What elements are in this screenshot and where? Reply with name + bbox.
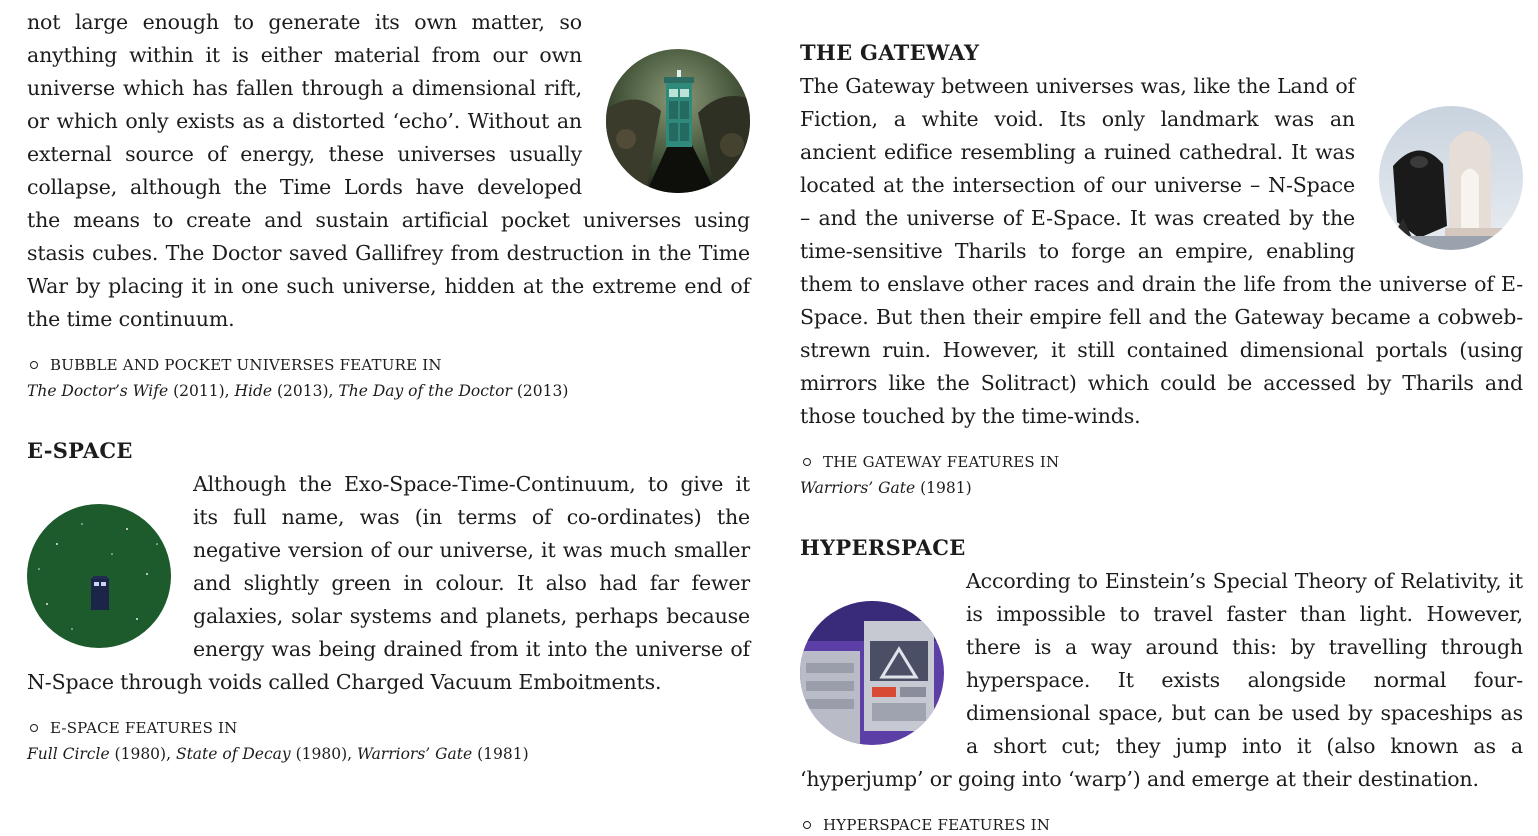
left-column: [27, 0, 750, 766]
bullet-circle-icon: [30, 361, 38, 369]
right-column: [800, 38, 1523, 836]
intro-section: [27, 0, 750, 336]
gateway-arch-icon: [1379, 106, 1523, 250]
bubble-features-box: [27, 354, 750, 403]
espace-section: [27, 436, 750, 699]
episode-title: The Day of the Doctor: [338, 382, 512, 400]
hyperspace-features-box: [800, 814, 1523, 836]
episode-title: The Doctor’s Wife: [27, 382, 169, 400]
episode-year: (2013): [511, 382, 569, 400]
tardis-rocky-ground-icon: [606, 49, 750, 193]
episode-title: Warriors’ Gate: [800, 479, 916, 497]
espace-paragraph: Although the Exo-Space-Time-Continuum, to give it its full name, was (in terms of co-ordinates) the negative version of our universe, it was much smaller and slightly green in colour. It also had far fewer galaxies, solar systems and planets, perhaps because energy was being drained from it into the universe of N-Space through voids called Charged Vacuum Emboitments.: [27, 472, 750, 694]
hyperspace-features-heading: HYPERSPACE FEATURES IN: [800, 814, 1523, 836]
episode-year: (1981): [472, 745, 529, 763]
espace-features-heading: E-SPACE FEATURES IN: [27, 717, 750, 739]
hyperspace-paragraph: According to Einstein’s Special Theory of Relativity, it is impossible to travel faster than light. However, there is a way around this: by travelling through hyperspace. It exists alongside normal four-dimensional space, but can be used by spaceships as a short cut; they jump into it (also known as a ‘hyperjump’ or going into ‘warp’) and emerge at their destination.: [800, 569, 1523, 791]
gundan-robot-and-gateway-arch-image: [1379, 106, 1523, 250]
hyperspace-heading: HYPERSPACE: [800, 535, 966, 560]
spaceship-console-image: [800, 601, 944, 745]
espace-features-list: [27, 742, 750, 766]
episode-year: (2013),: [272, 382, 339, 400]
spaceship-console-icon: [800, 601, 944, 745]
intro-paragraph: not large enough to generate its own matter, so anything within it is either material from our own universe which has fallen through a dimensional rift, or which only exists as a distorted ‘echo’. Without an external source of energy, these universes usually collapse, although the Time Lords have developed the means to create and sustain artificial pocket universes using stasis cubes. The Doctor saved Gallifrey from destruction in the Time War by placing it in one such universe, hidden at the extreme end of the time continuum.: [27, 10, 750, 331]
hyperspace-section: [800, 533, 1523, 796]
tardis-green-space-icon: [27, 504, 171, 648]
gateway-features-box: [800, 451, 1523, 500]
episode-year: (1980),: [290, 745, 357, 763]
gateway-paragraph: The Gateway between universes was, like the Land of Fiction, a white void. Its only landmark was an ancient edifice resembling a ruined cathedral. It was located at the intersection of our universe – N-Space – and the universe of E-Space. It was created by the time-sensitive Tharils to forge an empire, enabling them to enslave other races and drain the life from the universe of E-Space. But then their empire fell and the Gateway became a cobweb-strewn ruin. However, it still contained dimensional portals (using mirrors like the Solitract) which could be accessed by Tharils and those touched by the time-winds.: [800, 74, 1523, 428]
gateway-features-list: [800, 476, 1523, 500]
bubble-features-list: [27, 379, 750, 403]
episode-title: Warriors’ Gate: [356, 745, 473, 763]
bullet-circle-icon: [803, 821, 811, 829]
tardis-on-rocky-ground-image: [606, 49, 750, 193]
tardis-in-green-space-image: [27, 504, 171, 648]
gateway-heading: THE GATEWAY: [800, 40, 980, 65]
espace-features-box: [27, 717, 750, 766]
bullet-circle-icon: [30, 724, 38, 732]
gateway-section: [800, 38, 1523, 433]
episode-title: Hide: [234, 382, 273, 400]
episode-year: (2011),: [168, 382, 235, 400]
gateway-features-heading: THE GATEWAY FEATURES IN: [800, 451, 1523, 473]
episode-year: (1980),: [109, 745, 176, 763]
episode-title: Full Circle: [27, 745, 110, 763]
episode-title: State of Decay: [175, 745, 291, 763]
episode-year: (1981): [915, 479, 972, 497]
bubble-features-heading: BUBBLE AND POCKET UNIVERSES FEATURE IN: [27, 354, 750, 376]
espace-heading: E-SPACE: [27, 438, 133, 463]
bullet-circle-icon: [803, 458, 811, 466]
